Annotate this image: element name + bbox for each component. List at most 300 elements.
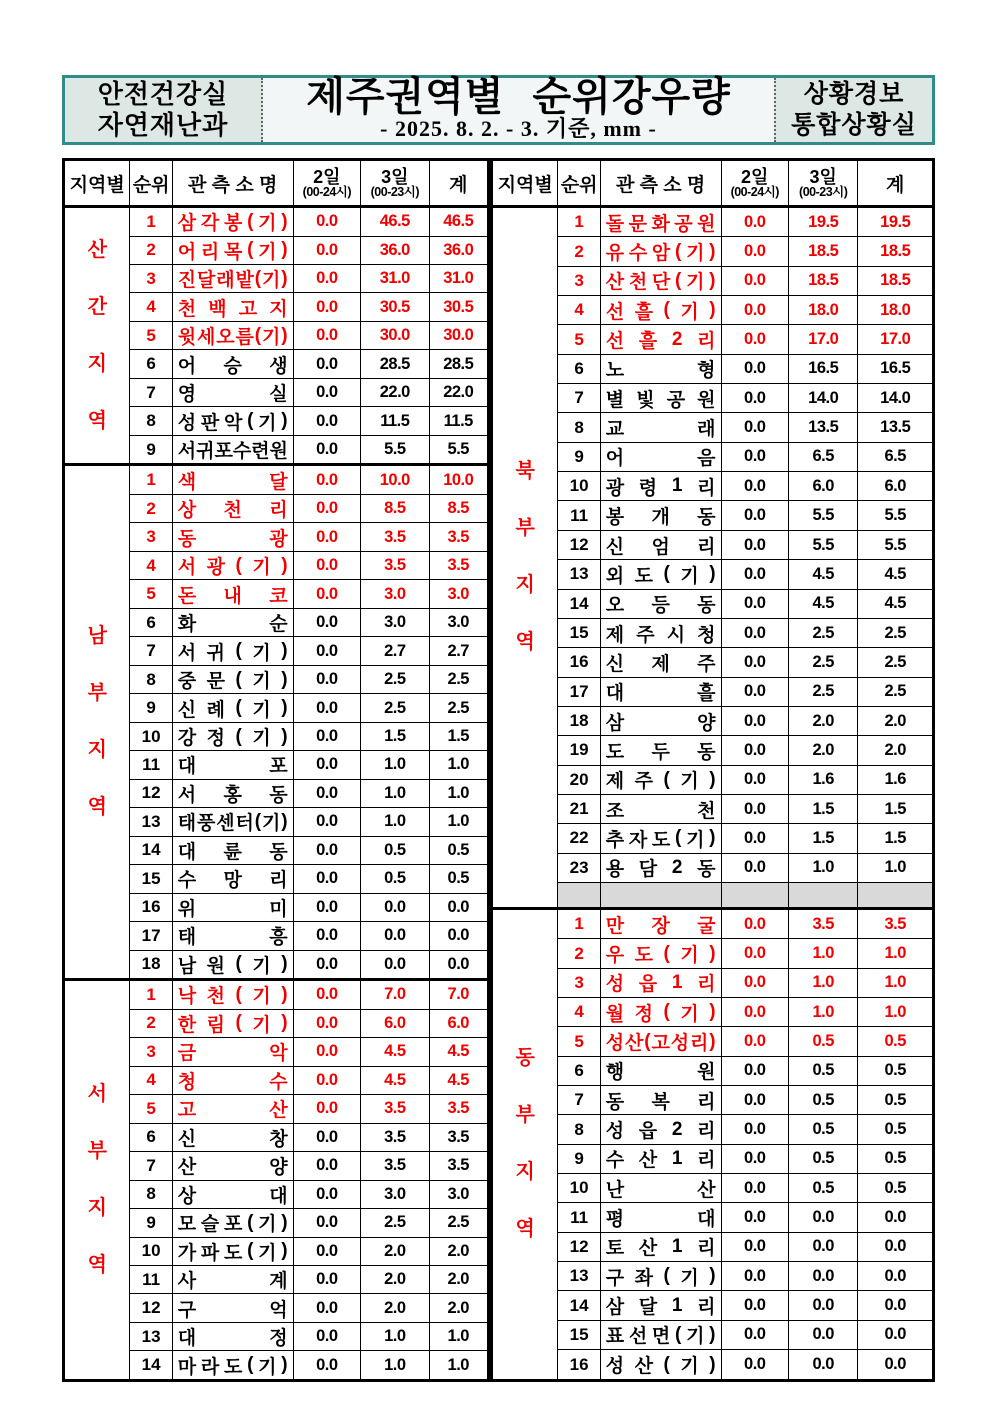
total-value: 1.0 [429, 1322, 488, 1350]
table-row [492, 207, 934, 237]
day3-value: 0.0 [788, 1350, 857, 1381]
office-box [774, 78, 932, 142]
rank-cell: 17 [558, 677, 600, 706]
total-value: 0.5 [858, 1144, 934, 1173]
day2-value: 0.0 [293, 922, 360, 950]
day2-value: 0.0 [293, 1209, 360, 1237]
day2-value: 0.0 [721, 1086, 788, 1115]
day3-value: 1.6 [788, 765, 857, 794]
day3-value: 1.0 [788, 968, 857, 997]
total-value: 2.5 [429, 665, 488, 693]
day3-value: 0.5 [361, 865, 429, 893]
station-name: 돈 내 코 [177, 585, 288, 607]
station-name: 청 수 [177, 1071, 288, 1093]
table-row [492, 908, 934, 938]
station-name-cell [172, 523, 293, 551]
rank-cell: 8 [558, 413, 600, 442]
station-name-cell [600, 296, 721, 325]
separator-cell [721, 882, 788, 908]
day2-value: 0.0 [721, 968, 788, 997]
table-row [492, 237, 934, 266]
department-line2: 자연재난과 [97, 110, 229, 140]
station-name: 서 귀 포 수 련 원 [177, 441, 288, 463]
station-name-cell [172, 378, 293, 406]
total-value: 30.5 [429, 293, 488, 321]
station-name-cell [172, 551, 293, 579]
day3-value: 0.0 [788, 1320, 857, 1349]
day2-value: 0.0 [293, 1322, 360, 1350]
rank-cell: 2 [130, 236, 172, 264]
rainfall-table-right [490, 158, 935, 1382]
rank-cell: 9 [130, 435, 172, 465]
station-name-cell [600, 677, 721, 706]
day2-value: 0.0 [293, 808, 360, 836]
col-header-rank: 순위 [558, 160, 600, 207]
rank-cell: 23 [558, 853, 600, 882]
station-name: 성 산 ( 고 성 리 ) [605, 1030, 716, 1055]
rank-cell: 1 [130, 980, 172, 1010]
station-name-cell [172, 1038, 293, 1066]
station-name: 봉 개 동 [605, 507, 716, 529]
station-name: 난 산 [605, 1179, 716, 1201]
total-value: 2.0 [858, 736, 934, 765]
rank-cell: 5 [558, 325, 600, 354]
rank-cell: 4 [558, 998, 600, 1027]
day3-value: 3.0 [361, 1180, 429, 1208]
day2-value: 0.0 [721, 824, 788, 853]
day3-value: 0.5 [788, 1056, 857, 1085]
table-row [492, 325, 934, 354]
station-name: 성 산 ( 기 ) [605, 1353, 716, 1378]
day2-value: 0.0 [721, 648, 788, 677]
separator-cell [558, 882, 600, 908]
col-header-total: 계 [858, 160, 934, 207]
total-value: 18.0 [858, 296, 934, 325]
station-name: 대 포 [177, 756, 288, 778]
total-value: 0.0 [858, 1232, 934, 1261]
station-name-cell [172, 236, 293, 264]
table-row [492, 560, 934, 589]
table-row [492, 1232, 934, 1261]
total-value: 1.0 [429, 751, 488, 779]
station-name-cell [600, 472, 721, 501]
day3-value: 3.5 [788, 908, 857, 938]
total-value: 28.5 [429, 350, 488, 378]
rank-cell: 11 [558, 501, 600, 530]
total-value: 19.5 [858, 207, 934, 237]
separator-cell [600, 882, 721, 908]
station-name: 제 주 ( 기 ) [605, 768, 716, 793]
total-value: 16.5 [858, 354, 934, 383]
station-name-cell [600, 1174, 721, 1203]
col-header-day3: 3일 (00-23시) [361, 160, 429, 207]
day2-value: 0.0 [721, 237, 788, 266]
day3-value: 18.5 [788, 266, 857, 295]
day3-value: 5.5 [788, 530, 857, 559]
total-value: 14.0 [858, 384, 934, 413]
day2-value: 0.0 [293, 1294, 360, 1322]
total-value: 2.0 [429, 1237, 488, 1265]
total-value: 6.0 [858, 472, 934, 501]
rank-cell: 3 [130, 1038, 172, 1066]
station-name-cell [600, 1262, 721, 1291]
day3-value: 14.0 [788, 384, 857, 413]
rank-cell: 15 [558, 1320, 600, 1349]
station-name: 월 정 ( 기 ) [605, 1001, 716, 1025]
station-name: 평 대 [605, 1209, 716, 1231]
rank-cell: 6 [130, 1123, 172, 1151]
station-name: 신 제 주 [605, 653, 716, 675]
table-row [492, 648, 934, 677]
station-name-cell [172, 465, 293, 495]
total-value: 0.5 [858, 1174, 934, 1203]
station-name: 사 계 [177, 1271, 288, 1293]
rank-cell: 9 [558, 442, 600, 471]
station-name: 노 형 [605, 360, 716, 382]
office-line2: 통합상황실 [791, 111, 917, 139]
station-name-cell [172, 922, 293, 950]
station-name: 동 광 [177, 528, 288, 550]
station-name-cell [172, 950, 293, 980]
station-name: 추 자 도 ( 기 ) [605, 827, 716, 851]
day2-value: 0.0 [721, 1056, 788, 1085]
day3-value: 2.7 [361, 637, 429, 665]
station-name: 제 주 시 청 [605, 624, 716, 646]
day2-value: 0.0 [293, 407, 360, 435]
total-value: 7.0 [429, 980, 488, 1010]
rank-cell: 13 [130, 808, 172, 836]
day2-value: 0.0 [293, 1237, 360, 1265]
rank-cell: 7 [130, 1152, 172, 1180]
rank-cell: 3 [558, 968, 600, 997]
total-value: 0.0 [858, 1203, 934, 1232]
rank-cell: 13 [130, 1322, 172, 1350]
rank-cell: 6 [130, 608, 172, 636]
day3-value: 4.5 [361, 1066, 429, 1094]
station-name-cell [600, 765, 721, 794]
station-name-cell [600, 1232, 721, 1261]
station-name-cell [172, 665, 293, 693]
day3-value: 16.5 [788, 354, 857, 383]
station-name: 토 산 1 리 [605, 1235, 716, 1260]
day3-value: 1.0 [788, 939, 857, 968]
station-name: 낙 천 ( 기 ) [177, 983, 288, 1008]
station-name-cell [172, 580, 293, 608]
day2-value: 0.0 [721, 794, 788, 823]
station-name: 신 엄 리 [605, 536, 716, 558]
total-value: 6.5 [858, 442, 934, 471]
rank-cell: 9 [130, 694, 172, 722]
table-row [492, 266, 934, 295]
day2-value: 0.0 [721, 1144, 788, 1173]
total-value: 2.5 [858, 648, 934, 677]
station-name-cell [600, 908, 721, 938]
station-name-cell [600, 384, 721, 413]
day2-value: 0.0 [721, 442, 788, 471]
station-name-cell [172, 494, 293, 522]
page-title: 제주권역별 순위강우량 [306, 75, 731, 119]
station-name-cell [600, 853, 721, 882]
total-value: 3.0 [429, 580, 488, 608]
table-row [492, 413, 934, 442]
total-value: 2.5 [429, 694, 488, 722]
station-name: 만 장 굴 [605, 915, 716, 937]
col-header-day2: 2일 (00-24시) [721, 160, 788, 207]
day2-value: 0.0 [293, 435, 360, 465]
day3-value: 2.5 [361, 665, 429, 693]
station-name: 신 례 ( 기 ) [177, 697, 288, 721]
day2-value: 0.0 [293, 722, 360, 750]
station-name: 신 창 [177, 1128, 288, 1150]
total-value: 3.5 [858, 908, 934, 938]
day2-value: 0.0 [293, 665, 360, 693]
total-value: 2.7 [429, 637, 488, 665]
station-name-cell [172, 722, 293, 750]
station-name: 성 읍 2 리 [605, 1118, 716, 1143]
department-box [65, 78, 263, 142]
day2-value: 0.0 [293, 1066, 360, 1094]
rank-cell: 6 [130, 350, 172, 378]
total-value: 1.0 [858, 939, 934, 968]
table-row [492, 765, 934, 794]
total-value: 0.0 [858, 1291, 934, 1320]
rank-cell: 7 [130, 637, 172, 665]
station-name: 대 정 [177, 1328, 288, 1350]
day2-value: 0.0 [721, 354, 788, 383]
rank-cell: 12 [130, 779, 172, 807]
table-row [492, 794, 934, 823]
rank-cell: 16 [130, 893, 172, 921]
day3-value: 17.0 [788, 325, 857, 354]
day2-value: 0.0 [293, 865, 360, 893]
day2-value: 0.0 [721, 1291, 788, 1320]
table-row [492, 1350, 934, 1381]
station-name: 도 두 동 [605, 741, 716, 763]
station-name-cell [172, 694, 293, 722]
day2-value: 0.0 [721, 706, 788, 735]
rank-cell: 12 [558, 530, 600, 559]
total-value: 1.5 [858, 794, 934, 823]
day3-value: 0.5 [788, 1086, 857, 1115]
station-name: 삼 달 1 리 [605, 1294, 716, 1319]
station-name-cell [172, 264, 293, 292]
day2-value: 0.0 [293, 1038, 360, 1066]
station-name: 선 흘 ( 기 ) [605, 299, 716, 323]
day2-value: 0.0 [293, 207, 360, 237]
station-name-cell [600, 618, 721, 647]
day2-value: 0.0 [721, 998, 788, 1027]
station-name-cell [600, 1291, 721, 1320]
station-name: 위 미 [177, 898, 288, 920]
total-value: 2.0 [858, 706, 934, 735]
day3-value: 22.0 [361, 378, 429, 406]
day2-value: 0.0 [721, 765, 788, 794]
table-row [492, 618, 934, 647]
day3-value: 1.0 [788, 998, 857, 1027]
rank-cell: 4 [130, 551, 172, 579]
day3-value: 36.0 [361, 236, 429, 264]
total-value: 2.0 [429, 1266, 488, 1294]
station-name: 대 륜 동 [177, 841, 288, 863]
table-row [492, 296, 934, 325]
table-row [492, 998, 934, 1027]
col-header-station: 관 측 소 명 [600, 160, 721, 207]
table-row [64, 465, 489, 495]
table-row [492, 1144, 934, 1173]
col-header-region: 지역별 [64, 160, 130, 207]
station-name: 남 원 ( 기 ) [177, 953, 288, 977]
total-value: 4.5 [858, 560, 934, 589]
station-name-cell [172, 1180, 293, 1208]
day3-value: 2.5 [361, 694, 429, 722]
rank-cell: 3 [130, 523, 172, 551]
station-name-cell [600, 1056, 721, 1085]
total-value: 4.5 [429, 1038, 488, 1066]
station-name: 어 리 목 ( 기 ) [177, 239, 288, 263]
station-name: 외 도 ( 기 ) [605, 563, 716, 587]
station-name-cell [600, 413, 721, 442]
station-name: 광 령 1 리 [605, 475, 716, 499]
station-name: 구 억 [177, 1299, 288, 1321]
rank-cell: 2 [558, 237, 600, 266]
rank-cell: 7 [558, 1086, 600, 1115]
day2-value: 0.0 [721, 472, 788, 501]
table-row [492, 472, 934, 501]
rank-cell: 4 [558, 296, 600, 325]
station-name-cell [172, 893, 293, 921]
rank-cell: 14 [558, 589, 600, 618]
rank-cell: 15 [130, 865, 172, 893]
day2-value: 0.0 [721, 501, 788, 530]
station-name: 수 망 리 [177, 870, 288, 892]
station-name-cell [600, 589, 721, 618]
station-name-cell [172, 608, 293, 636]
station-name: 강 정 ( 기 ) [177, 725, 288, 749]
day2-value: 0.0 [721, 207, 788, 237]
day3-value: 0.0 [361, 950, 429, 980]
station-name-cell [172, 207, 293, 237]
page-subtitle: - 2025. 8. 2. - 3. 기준, mm - [380, 116, 657, 141]
day2-value: 0.0 [293, 350, 360, 378]
station-name-cell [172, 1351, 293, 1381]
total-value: 3.5 [429, 1095, 488, 1123]
rank-cell: 2 [558, 939, 600, 968]
station-name: 금 악 [177, 1043, 288, 1065]
day2-value: 0.0 [293, 1123, 360, 1151]
station-name: 행 원 [605, 1062, 716, 1084]
station-name: 태 풍 센 터 ( 기 ) [177, 810, 288, 835]
total-value: 13.5 [858, 413, 934, 442]
total-value: 0.5 [429, 836, 488, 864]
day3-value: 4.5 [788, 560, 857, 589]
total-value: 0.5 [429, 865, 488, 893]
day2-value: 0.0 [721, 384, 788, 413]
station-name: 구 좌 ( 기 ) [605, 1265, 716, 1289]
day3-value: 0.5 [788, 1115, 857, 1144]
day2-value: 0.0 [721, 530, 788, 559]
rank-cell: 4 [130, 293, 172, 321]
col-header-rank: 순위 [130, 160, 172, 207]
rank-cell: 18 [558, 706, 600, 735]
day2-value: 0.0 [721, 1350, 788, 1381]
day3-value: 2.0 [788, 736, 857, 765]
rank-cell: 19 [558, 736, 600, 765]
table-row [492, 853, 934, 882]
station-name-cell [172, 350, 293, 378]
day3-value: 30.0 [361, 321, 429, 349]
col-header-station: 관 측 소 명 [172, 160, 293, 207]
station-name-cell [600, 1086, 721, 1115]
station-name-cell [172, 980, 293, 1010]
station-name-cell [172, 1123, 293, 1151]
day2-value: 0.0 [721, 296, 788, 325]
station-name: 한 림 ( 기 ) [177, 1012, 288, 1036]
total-value: 0.0 [858, 1262, 934, 1291]
day2-value: 0.0 [293, 494, 360, 522]
table-row [492, 501, 934, 530]
rank-cell: 10 [558, 1174, 600, 1203]
station-name: 색 달 [177, 471, 288, 493]
day2-value: 0.0 [721, 908, 788, 938]
rank-cell: 10 [558, 472, 600, 501]
day3-value: 3.5 [361, 1095, 429, 1123]
day2-value: 0.0 [721, 1232, 788, 1261]
station-name-cell [172, 1095, 293, 1123]
station-name-cell [172, 808, 293, 836]
total-value: 18.5 [858, 237, 934, 266]
day2-value: 0.0 [721, 1027, 788, 1056]
rank-cell: 10 [130, 722, 172, 750]
rank-cell: 3 [130, 264, 172, 292]
day3-value: 1.0 [361, 1322, 429, 1350]
table-row [492, 939, 934, 968]
day2-value: 0.0 [721, 1174, 788, 1203]
rank-cell: 12 [558, 1232, 600, 1261]
col-header-day3: 3일 (00-23시) [788, 160, 857, 207]
table-row [492, 589, 934, 618]
station-name: 표 선 면 ( 기 ) [605, 1323, 716, 1348]
rank-cell: 5 [130, 1095, 172, 1123]
table-row [492, 1174, 934, 1203]
station-name-cell [600, 501, 721, 530]
day2-value: 0.0 [721, 325, 788, 354]
day3-value: 6.5 [788, 442, 857, 471]
station-name-cell [600, 968, 721, 997]
table-header-row [64, 160, 489, 207]
day2-value: 0.0 [721, 589, 788, 618]
rank-cell: 14 [558, 1291, 600, 1320]
day3-value: 0.0 [788, 1291, 857, 1320]
rank-cell: 2 [130, 1009, 172, 1037]
day3-value: 3.5 [361, 551, 429, 579]
rainfall-tables [62, 158, 935, 1382]
day3-value: 28.5 [361, 350, 429, 378]
rank-cell: 16 [558, 648, 600, 677]
station-name-cell [172, 751, 293, 779]
rank-cell: 15 [558, 618, 600, 647]
day2-value: 0.0 [293, 1152, 360, 1180]
station-name: 성 읍 1 리 [605, 971, 716, 996]
rank-cell: 8 [558, 1115, 600, 1144]
day2-value: 0.0 [721, 853, 788, 882]
total-value: 4.5 [429, 1066, 488, 1094]
table-row [492, 354, 934, 383]
total-value: 1.5 [858, 824, 934, 853]
day3-value: 1.5 [788, 794, 857, 823]
day3-value: 2.0 [361, 1294, 429, 1322]
day3-value: 2.5 [788, 648, 857, 677]
station-name: 돌 문 화 공 원 [605, 213, 716, 235]
